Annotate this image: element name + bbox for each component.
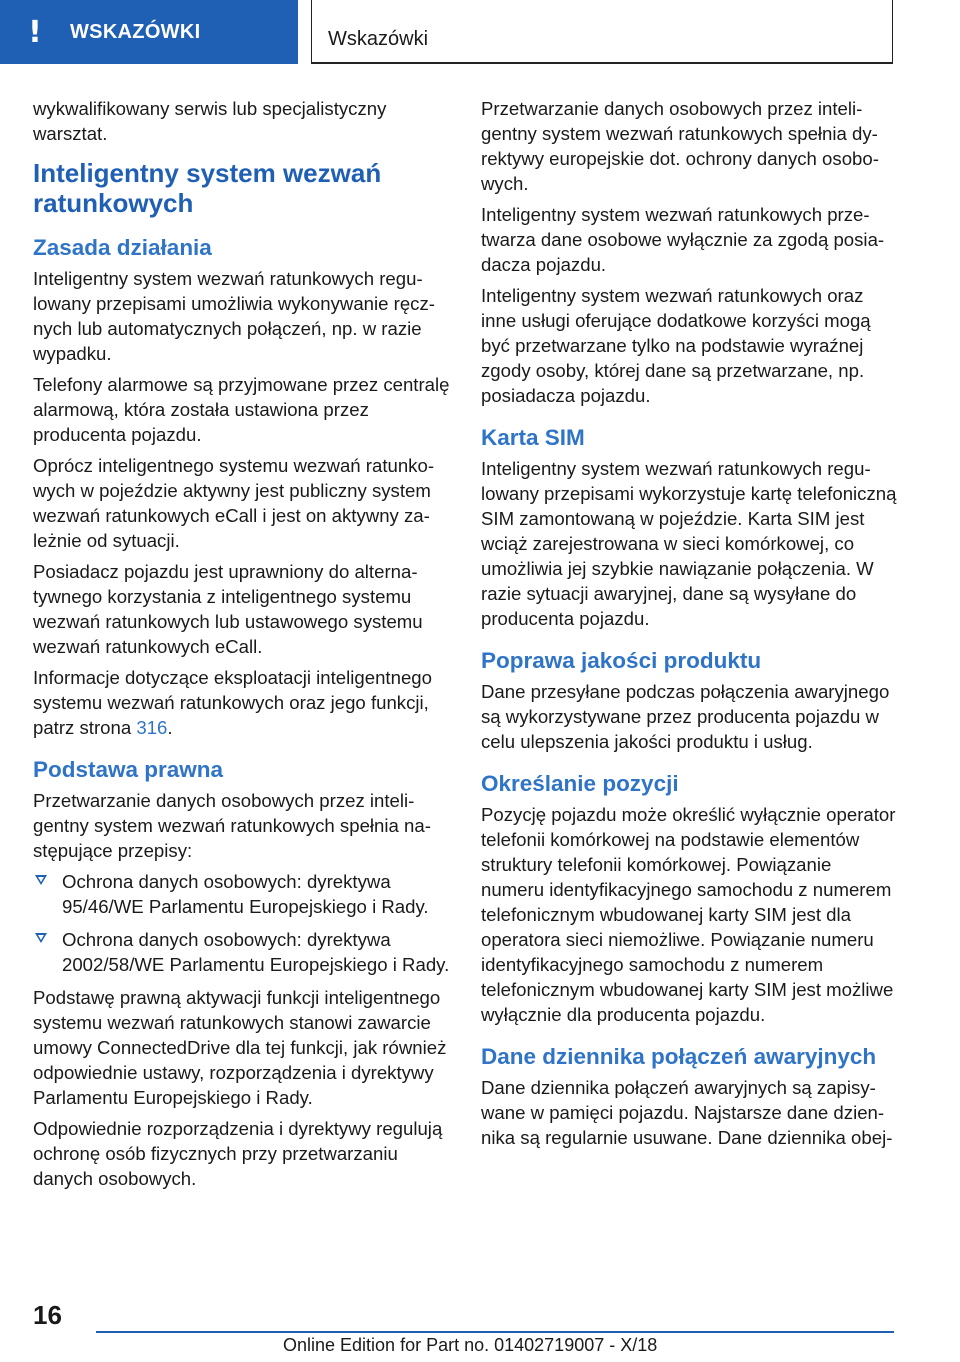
paragraph-text: Informacje dotyczące eksploatacji inteligentnego systemu wezwań ratunkowych oraz jego funkcji, patrz strona (33, 667, 432, 738)
section-label: WSKAZÓWKI (70, 20, 201, 43)
list-item-text: Ochrona danych osobowych: dyrektywa 2002/58/WE Parlamentu Europejskiego i Rady. (62, 929, 450, 975)
paragraph: Dane przesyłane podczas połączenia awaryjnego są wykorzystywane przez producenta pojazdu w celu ulepszenia jakości produktu i usług. (481, 681, 890, 752)
subheading-dziennik: Dane dziennika połączeń awaryjnych (481, 1044, 877, 1069)
bullet-list (33, 869, 451, 977)
page-title: Wskazówki (328, 28, 429, 50)
paragraph: Pozycję pojazdu może określić wyłącznie operator telefonii komórkowej na podstawie elementów struktury telefonii komórkowej. Powiązanie numeru identyfikacyjnego samochodu z numerem telefonicznym wbudowanej karty SIM jest dla operatora sieci niemożliwe. Powiązanie numeru identyfikacyjnego samochodu z numerem telefonicznym wbudowanej karty SIM jest możliwe wyłącznie dla producenta pojazdu. (481, 804, 896, 1025)
list-item-text: Ochrona danych osobowych: dyrektywa 95/46/WE Parlamentu Europejskiego i Rady. (62, 871, 429, 917)
paragraph: Przetwarzanie danych osobowych przez inteligentny system wezwań ratunkowych spełnia następujące przepisy: (33, 790, 431, 861)
section-tab (0, 0, 298, 64)
paragraph: Inteligentny system wezwań ratunkowych regulowany przepisami umożliwia wykonywanie ręcznych lub automatycznych połączeń, np. w razie wypadku. (33, 268, 435, 364)
list-item (33, 927, 451, 977)
triangle-bullet-icon (35, 875, 47, 885)
paragraph: Odpowiednie rozporządzenia i dyrektywy regulują ochronę osób fizycznych przy przetwarzaniu danych osobowych. (33, 1118, 443, 1189)
subheading-sim: Karta SIM (481, 425, 585, 450)
subheading-zasada: Zasada działania (33, 235, 212, 260)
edition-info: Online Edition for Part no. 01402719007 - X/18 (283, 1335, 658, 1355)
subheading-pozycja: Określanie pozycji (481, 771, 679, 796)
list-item (33, 869, 451, 919)
paragraph-end: . (167, 717, 173, 738)
warning-exclamation-icon: ! (28, 14, 42, 50)
paragraph: Posiadacz pojazdu jest uprawniony do alternatywnego korzystania z inteligentnego systemu wezwań ratunkowych lub ustawowego systemu wezwań ratunkowych eCall. (33, 561, 423, 657)
paragraph: Inteligentny system wezwań ratunkowych regulowany przepisami wykorzystuje kartę telefoniczną SIM zamontowaną w pojeździe. Karta SIM jest wciąż zarejestrowana w sieci komórkowej, co umożliwia jej szybkie nawiązanie połączenia. W razie sytuacji awaryjnej, dane są wysyłane do producenta pojazdu. (481, 458, 897, 629)
main-heading: Inteligentny system wezwań ratunkowych (33, 158, 382, 218)
footer-divider (96, 1331, 894, 1333)
page-header (311, 0, 893, 64)
paragraph: Inteligentny system wezwań ratunkowych oraz inne usługi oferujące dodatkowe korzyści mogą być przetwarzane tylko na podstawie wyraźnej zgody osoby, której dane są przetwarzane, np. posiadacza pojazdu. (481, 285, 871, 406)
page-number: 16 (33, 1300, 62, 1330)
subheading-jakosc: Poprawa jakości produktu (481, 648, 762, 673)
paragraph: Przetwarzanie danych osobowych przez inteligentny system wezwań ratunkowych spełnia dyrektywy europejskie dot. ochrony danych osobowych. (481, 98, 879, 194)
paragraph: Oprócz inteligentnego systemu wezwań ratunkowych w pojeździe aktywny jest publiczny system wezwań ratunkowych eCall i jest on aktywny zależnie od sytuacji. (33, 455, 435, 551)
paragraph: Podstawę prawną aktywacji funkcji inteligentnego systemu wezwań ratunkowych stanowi zawarcie umowy ConnectedDrive dla tej funkcji, jak również odpowiednie ustawy, rozporządzenia i dyrektywy Parlamentu Europejskiego i Rady. (33, 987, 447, 1108)
triangle-bullet-icon (35, 933, 47, 943)
right-column (481, 96, 899, 1156)
left-column (33, 96, 451, 1197)
paragraph: Telefony alarmowe są przyjmowane przez centralę alarmową, która została ustawiona przez producenta pojazdu. (33, 374, 450, 445)
paragraph: Dane dziennika połączeń awaryjnych są zapisywane w pamięci pojazdu. Najstarsze dane dziennika są regularnie usuwane. Dane dziennika obej- (481, 1077, 893, 1148)
paragraph: wykwalifikowany serwis lub specjalistyczny warsztat. (33, 98, 387, 144)
paragraph: Inteligentny system wezwań ratunkowych przetwarza dane osobowe wyłącznie za zgodą posiadacza pojazdu. (481, 204, 885, 275)
paragraph-with-link (33, 665, 451, 740)
page-reference-link[interactable]: 316 (136, 717, 168, 738)
subheading-podstawa: Podstawa prawna (33, 757, 224, 782)
